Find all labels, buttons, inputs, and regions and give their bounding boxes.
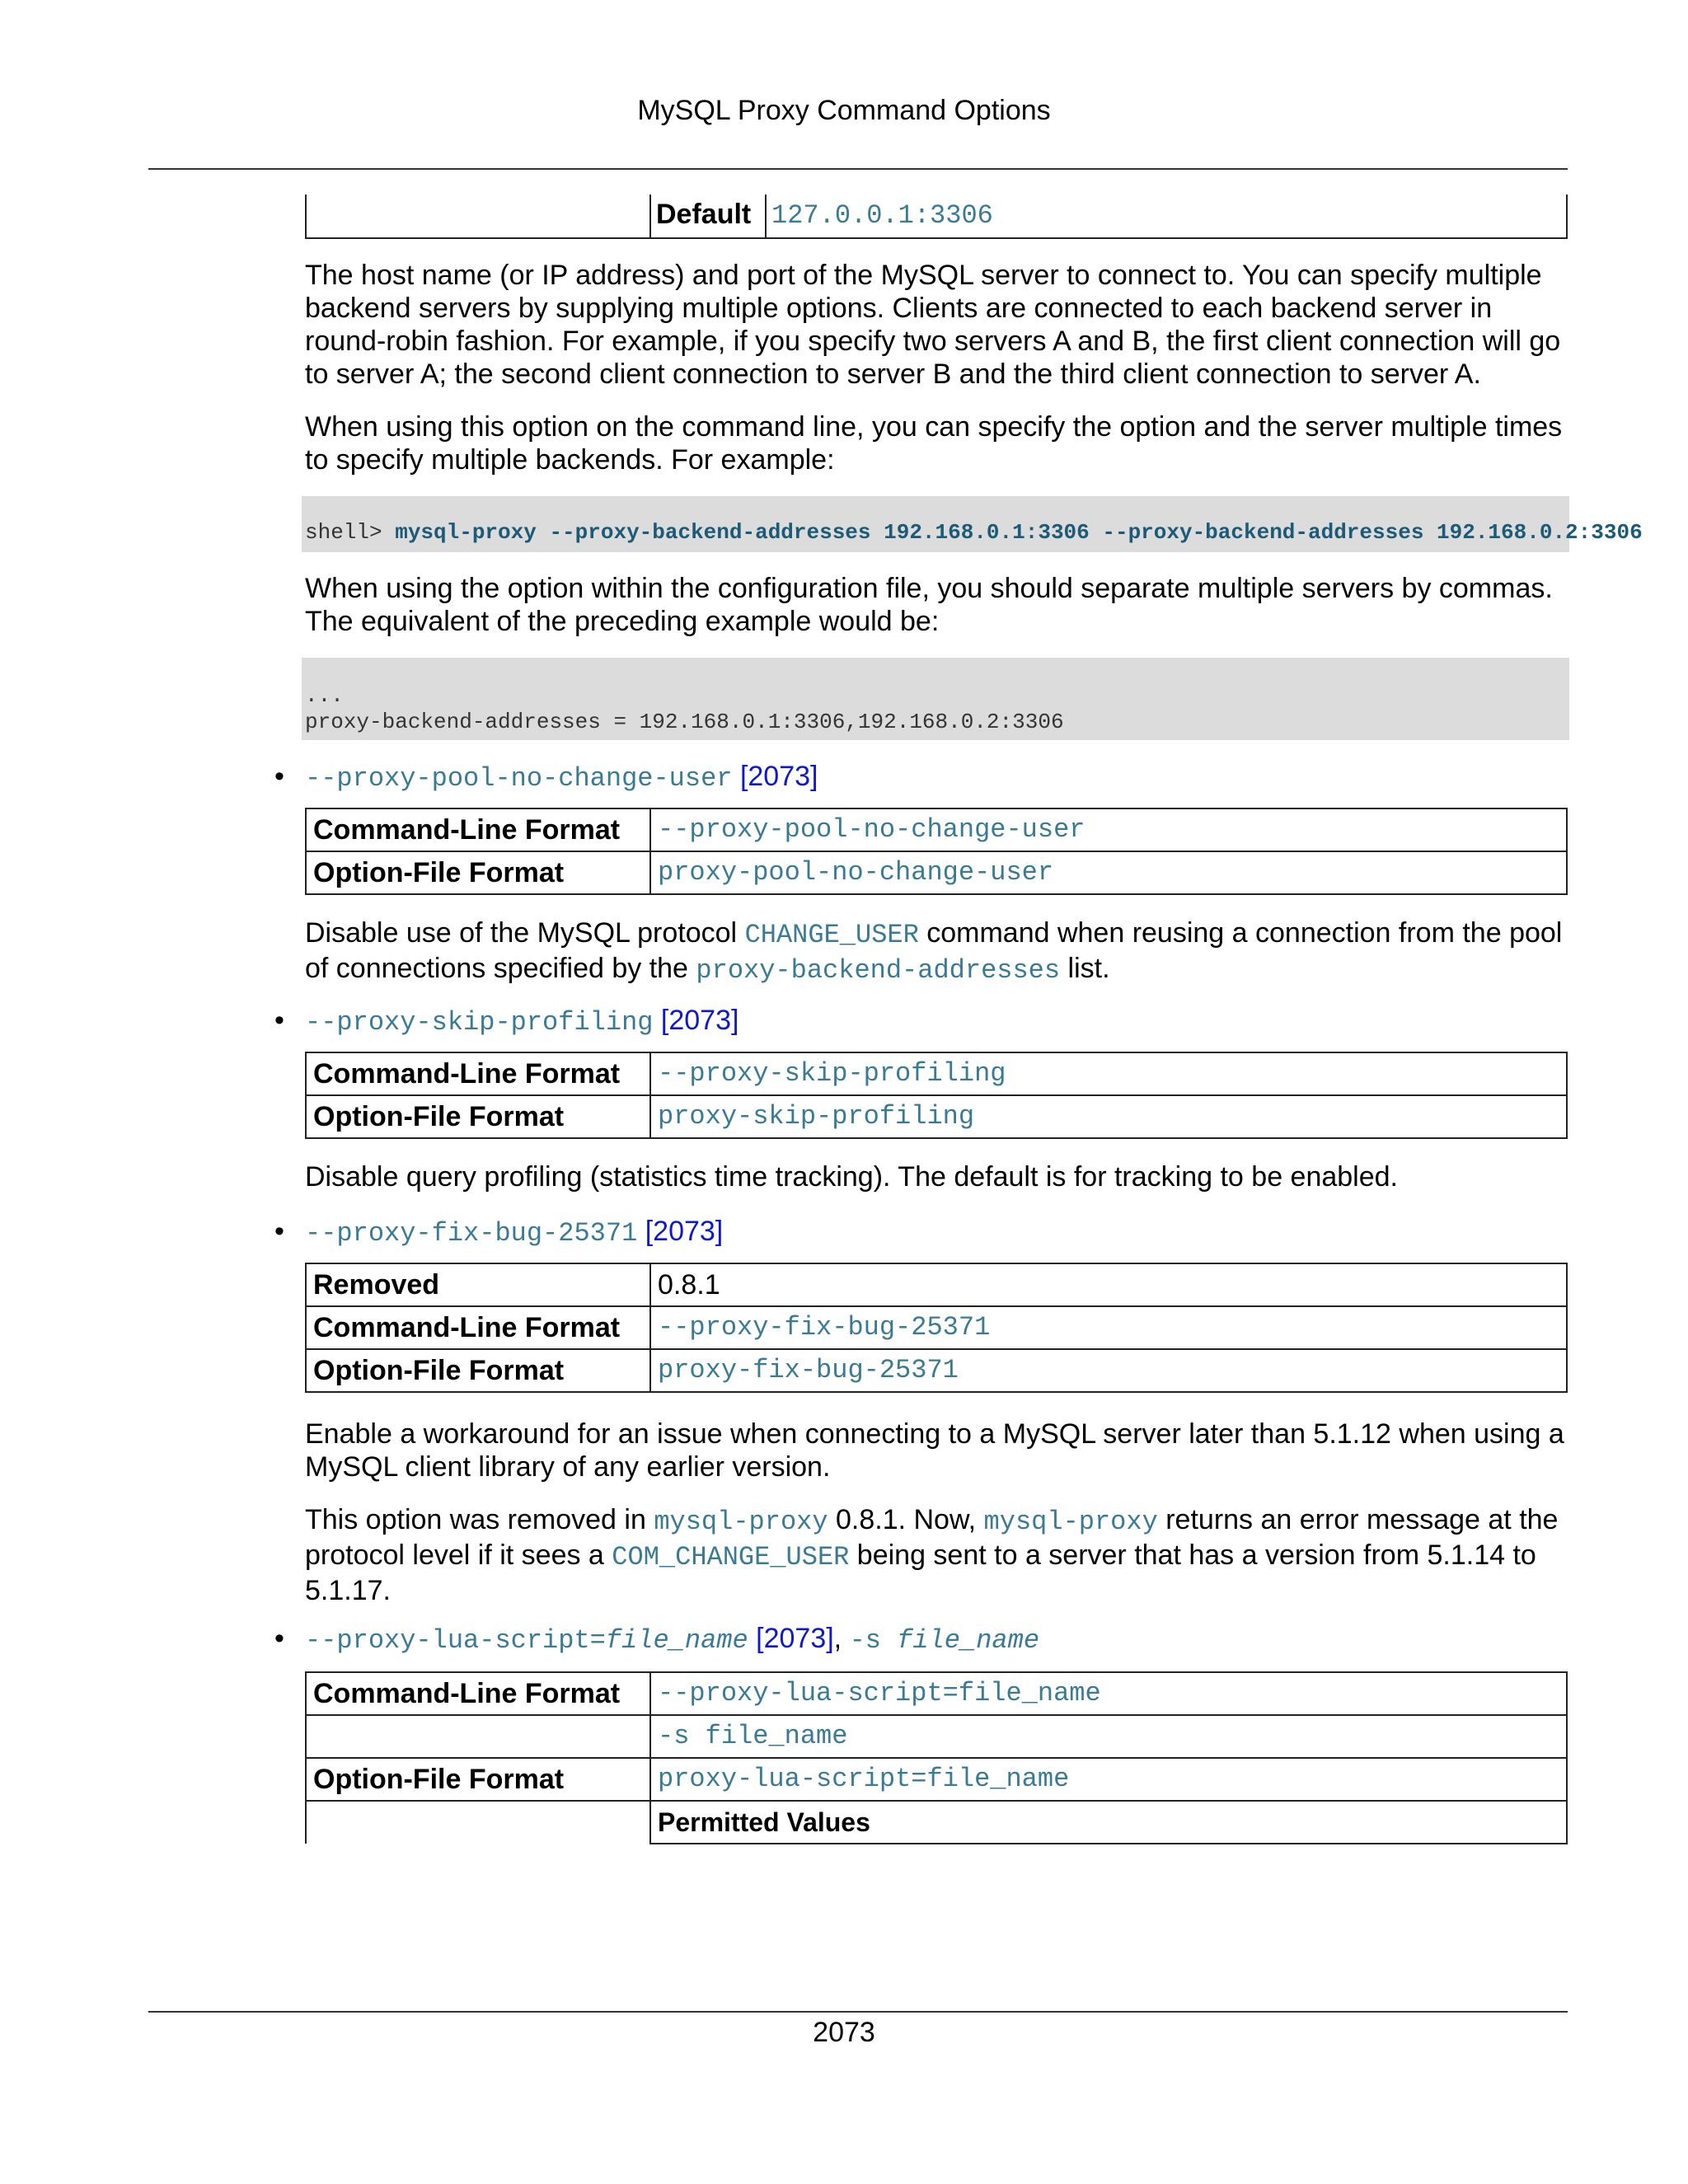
desc-text: list.: [1060, 953, 1110, 984]
row-key: Removed: [306, 1263, 650, 1306]
default-value: 127.0.0.1:3306: [771, 200, 993, 231]
link-proxy-pool-no-change-user[interactable]: --proxy-pool-no-change-user: [305, 763, 733, 794]
desc-text: being sent to a server that has a version from 5.1.14 to 5.1.17.: [305, 1540, 1536, 1606]
option-heading-lua-script: [274, 1622, 1039, 1657]
default-key: Default: [656, 199, 752, 230]
row-value: proxy-skip-profiling: [650, 1095, 1567, 1138]
footer-rule: [148, 2011, 1568, 2013]
row-key: Option-File Format: [306, 1095, 650, 1138]
ref-link[interactable]: [2073]: [660, 1005, 739, 1036]
row-value: proxy-pool-no-change-user: [650, 851, 1567, 894]
code-change-user: CHANGE_USER: [744, 920, 919, 950]
para-host-description: [305, 259, 1568, 391]
row-value: Permitted Values: [650, 1801, 1567, 1844]
option-desc-skip-profiling: [305, 1160, 1568, 1193]
option-heading-skip-profiling: [274, 1004, 738, 1039]
table-row: [306, 851, 1567, 894]
bullet-icon: •: [274, 1216, 284, 1247]
option-table-skip-profiling: [305, 1052, 1568, 1139]
row-value: --proxy-pool-no-change-user: [650, 808, 1567, 851]
option-desc2-fix-bug-25371: [305, 1503, 1568, 1607]
para-config-file: [305, 572, 1568, 638]
row-value: -s file_name: [650, 1715, 1567, 1758]
code-mysql-proxy: mysql-proxy: [654, 1507, 828, 1537]
desc-text: 0.8.1. Now,: [828, 1504, 984, 1535]
ref-link[interactable]: [2073]: [645, 1216, 724, 1247]
table-row: [306, 1095, 1567, 1138]
row-key: Option-File Format: [306, 1758, 650, 1801]
page-header-title: MySQL Proxy Command Options: [637, 95, 1051, 126]
row-value: --proxy-fix-bug-25371: [650, 1306, 1567, 1349]
code-mysql-proxy: mysql-proxy: [983, 1507, 1158, 1537]
desc-text: returns an error message at the protocol level if it sees a: [305, 1504, 1559, 1571]
row-value: 0.8.1: [650, 1263, 1567, 1306]
table-row: [306, 808, 1567, 851]
default-table-fragment: [305, 194, 1568, 239]
row-value: proxy-fix-bug-25371: [650, 1349, 1567, 1392]
header-rule: [148, 168, 1568, 170]
table-row: [306, 1052, 1567, 1095]
short-option: -s: [849, 1625, 898, 1656]
para-command-line-text: When using this option on the command line, you can specify the option and the server multiple times to specify multiple backends. For example:: [305, 411, 1563, 476]
desc-text: command when reusing a connection from the pool of connections specified by the: [305, 917, 1563, 984]
para-host-text: The host name (or IP address) and port of the MySQL server to connect to. You can specify multiple backend servers by supplying multiple options. Clients are connected to each backend server in round-robin fashion. For example, if you specify two servers A and B, the first client connection will go to server A; the second client connection to server B and the third client connection to server A.: [305, 260, 1561, 390]
bullet-icon: •: [274, 1623, 284, 1654]
table-row: [306, 1801, 1567, 1844]
code-block-config: [302, 658, 1569, 740]
para-command-line: [305, 410, 1568, 476]
row-key: Command-Line Format: [306, 1306, 650, 1349]
link-proxy-skip-profiling[interactable]: --proxy-skip-profiling: [305, 1007, 654, 1038]
option-arg: file_name: [605, 1625, 748, 1656]
table-row: [306, 1672, 1567, 1715]
option-table-pool-no-change-user: [305, 808, 1568, 895]
shell-command: mysql-proxy --proxy-backend-addresses 192.168.0.1:3306 --proxy-backend-addresses 192.168.0.2:3306: [395, 520, 1643, 545]
option-table-fix-bug-25371: [305, 1263, 1568, 1393]
table-row: [306, 1758, 1567, 1801]
row-key: Option-File Format: [306, 851, 650, 894]
page-number: 2073: [813, 2017, 875, 2048]
desc-text: This option was removed in: [305, 1504, 654, 1535]
option-heading-fix-bug-25371: [274, 1215, 723, 1250]
table-row: [306, 1715, 1567, 1758]
row-key: Command-Line Format: [306, 1672, 650, 1715]
short-option-arg: file_name: [897, 1625, 1040, 1656]
row-key: Option-File Format: [306, 1349, 650, 1392]
shell-prompt: shell>: [305, 520, 396, 545]
ref-link[interactable]: [2073]: [739, 761, 818, 792]
option-desc-fix-bug-25371: [305, 1418, 1568, 1483]
separator: ,: [833, 1623, 850, 1654]
row-value: --proxy-skip-profiling: [650, 1052, 1567, 1095]
config-line-1: ...: [305, 683, 344, 708]
row-key: Command-Line Format: [306, 808, 650, 851]
row-value: --proxy-lua-script=file_name: [650, 1672, 1567, 1715]
desc-text: Disable use of the MySQL protocol: [305, 917, 745, 949]
row-value: proxy-lua-script=file_name: [650, 1758, 1567, 1801]
bullet-icon: •: [274, 1005, 284, 1036]
row-key: [306, 1801, 650, 1844]
link-proxy-fix-bug-25371[interactable]: --proxy-fix-bug-25371: [305, 1218, 638, 1249]
code-com-change-user: COM_CHANGE_USER: [612, 1542, 850, 1572]
desc-text: Disable query profiling (statistics time tracking). The default is for tracking to be enabled.: [305, 1161, 1398, 1193]
row-key: [306, 1715, 650, 1758]
code-proxy-backend-addresses: proxy-backend-addresses: [696, 955, 1061, 986]
link-proxy-lua-script[interactable]: [305, 1625, 748, 1656]
option-desc-pool-no-change-user: [305, 916, 1568, 987]
option-name: --proxy-lua-script=: [305, 1625, 606, 1656]
ref-link[interactable]: [2073]: [756, 1623, 834, 1654]
table-row: [306, 1306, 1567, 1349]
config-line-2: proxy-backend-addresses = 192.168.0.1:3306,192.168.0.2:3306: [305, 710, 1064, 734]
code-block-shell: [302, 496, 1643, 552]
link-short-s[interactable]: [850, 1625, 1039, 1656]
bullet-icon: •: [274, 761, 284, 792]
desc-text: Enable a workaround for an issue when connecting to a MySQL server later than 5.1.12 when using a MySQL client library of any earlier version.: [305, 1418, 1564, 1483]
option-table-lua-script: [305, 1671, 1568, 1844]
option-heading-pool-no-change-user: [274, 760, 818, 795]
table-row: [306, 1263, 1567, 1306]
row-key: Command-Line Format: [306, 1052, 650, 1095]
para-config-file-text: When using the option within the configuration file, you should separate multiple servers by commas. The equivalent of the preceding example would be:: [305, 573, 1553, 637]
table-row: [306, 1349, 1567, 1392]
